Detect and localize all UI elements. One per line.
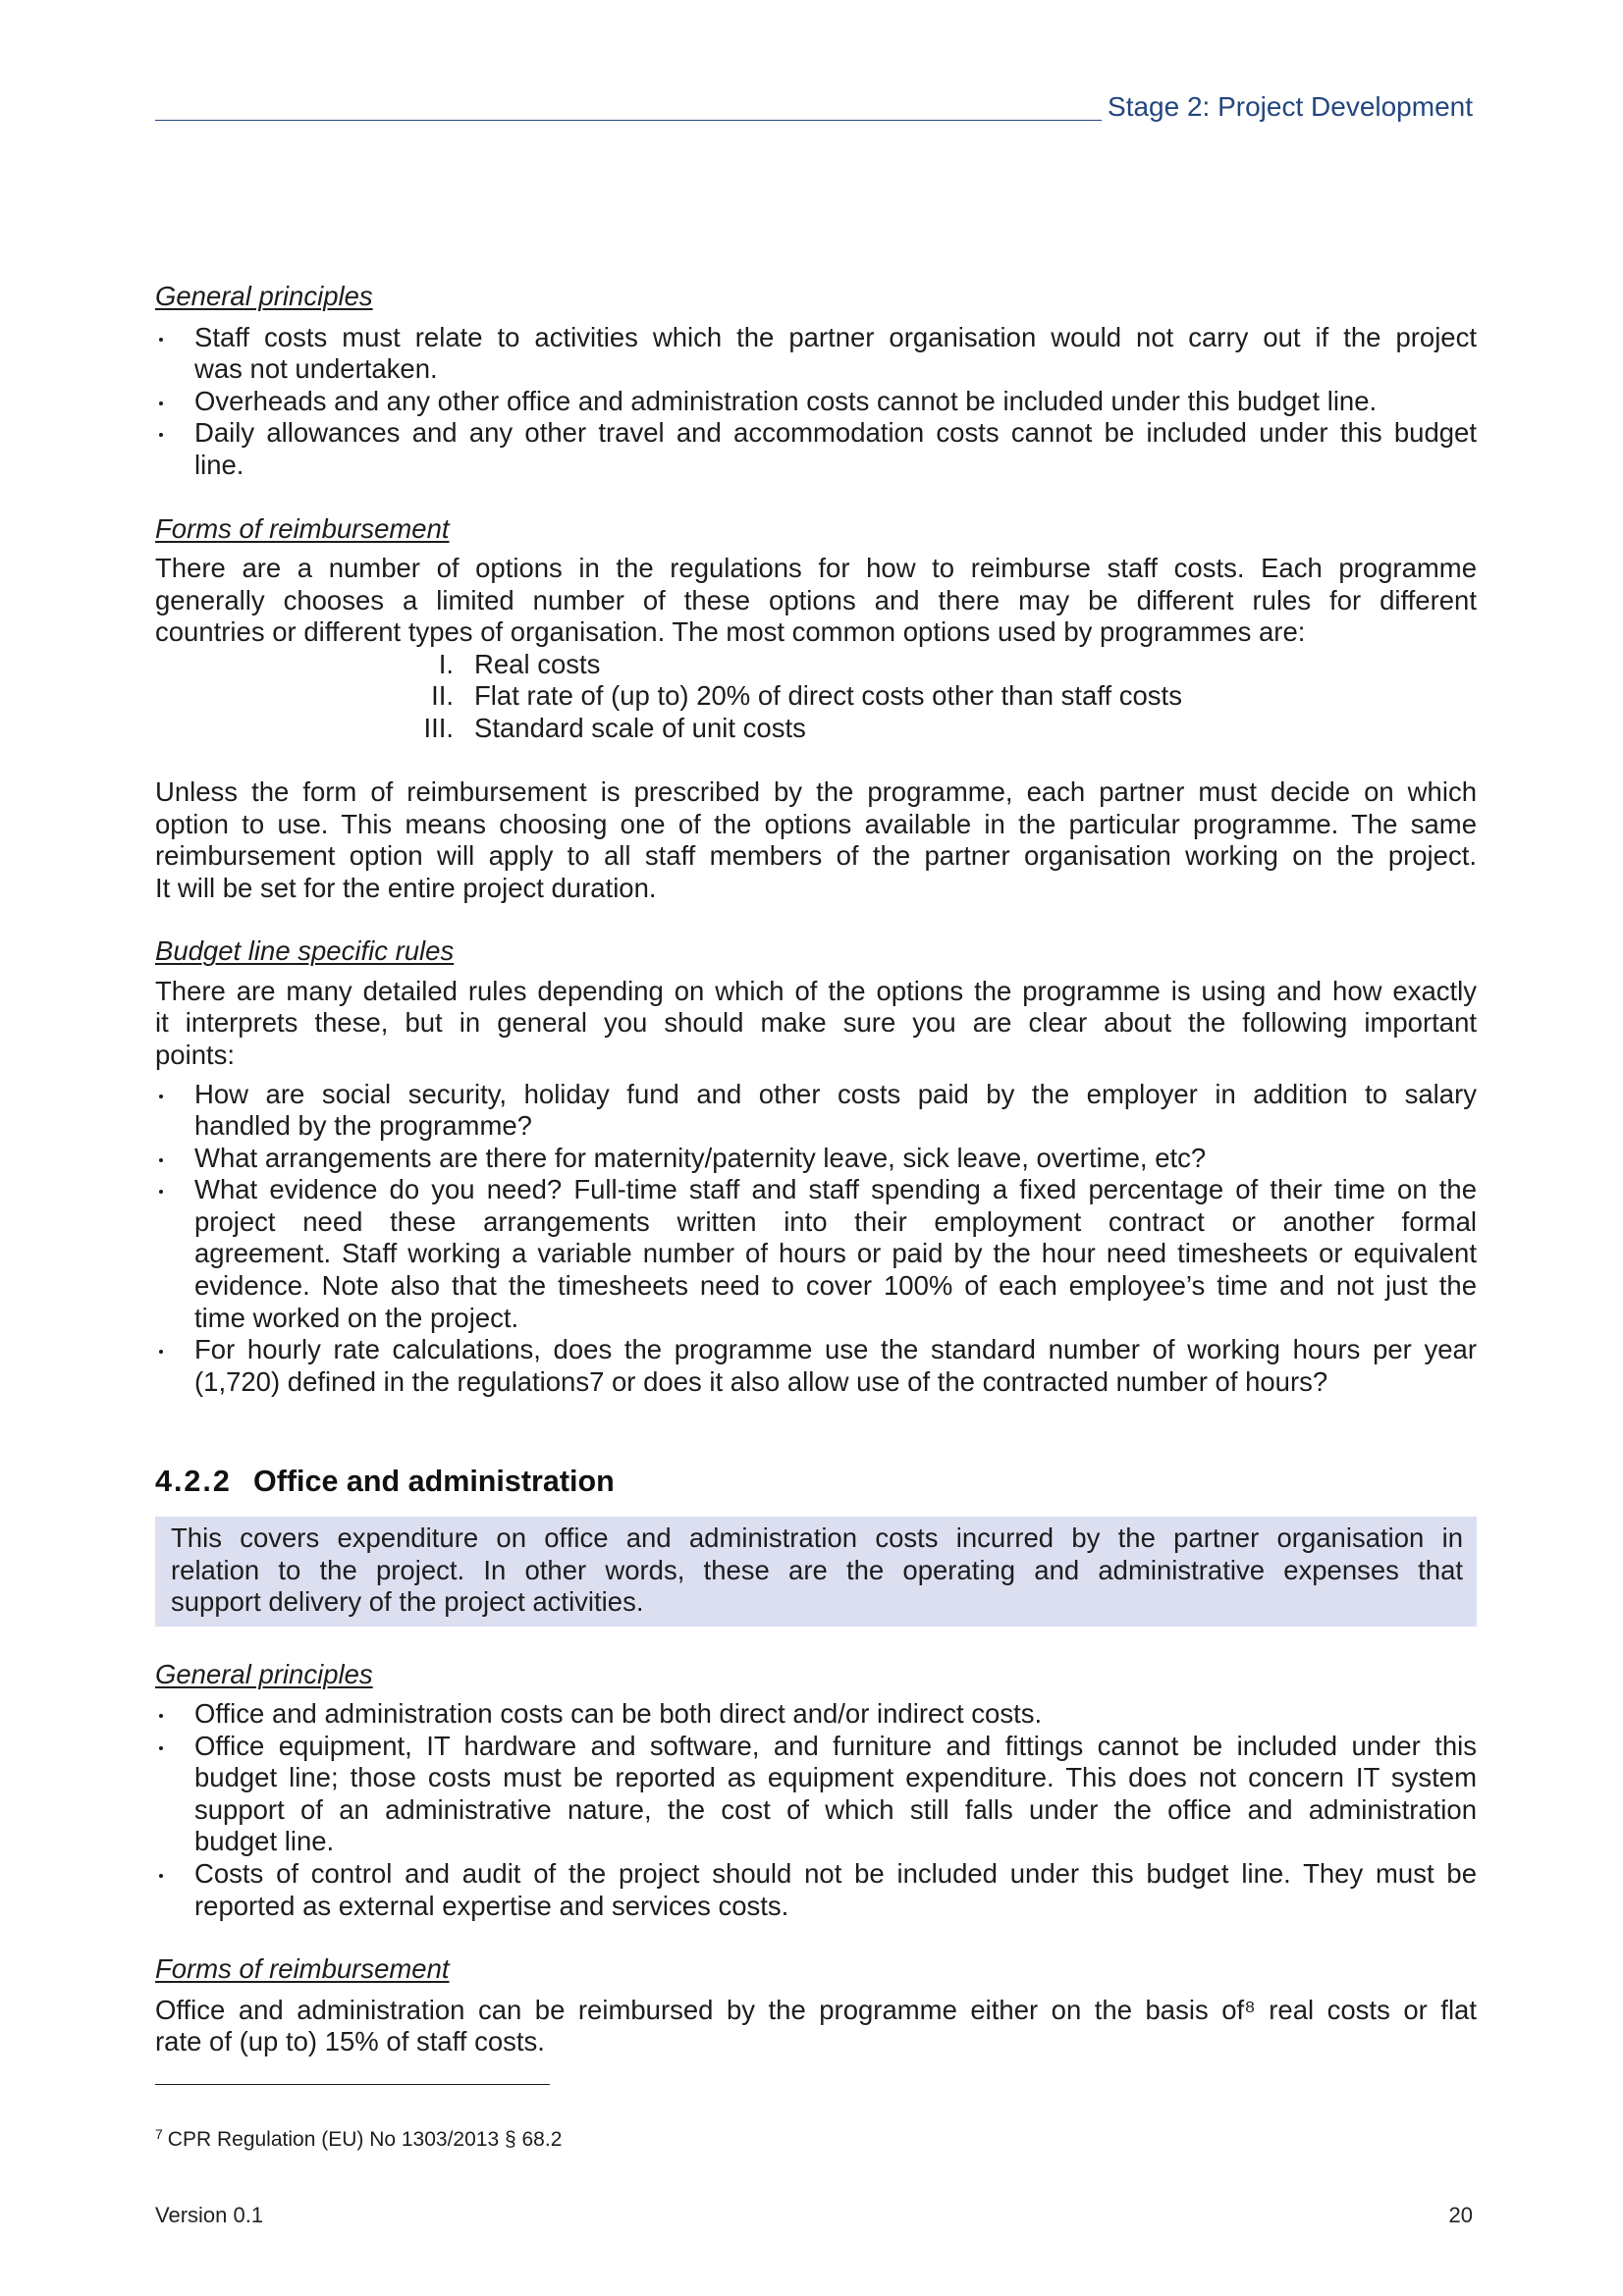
text-line: time worked on the project. bbox=[194, 1302, 519, 1333]
text-line: What arrangements are there for maternity/paternity leave, sick leave, overtime, etc? bbox=[194, 1142, 1207, 1173]
bullet-list-budget-line-rules bbox=[194, 1079, 1477, 1399]
option-numeral: II. bbox=[431, 680, 454, 712]
reimbursement-options-list bbox=[155, 649, 1477, 745]
header-title: Stage 2: Project Development bbox=[1108, 91, 1473, 122]
text-line: What evidence do you need? Full-time staff and staff spending a fixed percentage of their time on the bbox=[194, 1174, 1477, 1205]
subheading-forms-of-reimbursement: Forms of reimbursement bbox=[155, 512, 450, 544]
bullet-list-staff-principles bbox=[194, 322, 1477, 482]
bullet-icon bbox=[159, 1350, 163, 1354]
text-line: Office and administration costs can be both direct and/or indirect costs. bbox=[194, 1698, 1043, 1729]
option-item bbox=[155, 680, 1477, 713]
bullet-item bbox=[194, 1698, 1477, 1731]
bullet-item bbox=[194, 1858, 1477, 1922]
text-line: How are social security, holiday fund and other costs paid by the employer in addition to salary bbox=[194, 1078, 1477, 1109]
page-number: 20 bbox=[1448, 2203, 1473, 2227]
bullet-icon bbox=[159, 338, 163, 342]
text-line: Costs of control and audit of the project should not be included under this budget line. They must be bbox=[194, 1857, 1477, 1889]
bullet-icon bbox=[159, 401, 163, 405]
option-text: Flat rate of (up to) 20% of direct costs other than staff costs bbox=[474, 680, 1182, 712]
bullet-icon bbox=[159, 1190, 163, 1194]
text-line: budget line. bbox=[194, 1826, 335, 1857]
text-line: it interprets these, but in general you should make sure you are clear about the following important bbox=[155, 1007, 1477, 1039]
option-item bbox=[155, 713, 1477, 745]
bullet-item bbox=[194, 417, 1477, 481]
bullet-icon bbox=[159, 1874, 163, 1878]
text-line: There are many detailed rules depending on which of the options the programme is using and how exactly bbox=[155, 975, 1477, 1006]
text-line: support delivery of the project activities. bbox=[171, 1586, 644, 1618]
text-line: There are a number of options in the regulations for how to reimburse staff costs. Each programme bbox=[155, 553, 1477, 583]
text-line: reported as external expertise and services costs. bbox=[194, 1890, 789, 1921]
paragraph-reimbursement-intro bbox=[155, 553, 1477, 649]
bullet-item bbox=[194, 322, 1477, 386]
text-line: support of an administrative nature, the cost of which still falls under the office and administration bbox=[194, 1793, 1477, 1825]
footnote-separator bbox=[155, 2084, 550, 2085]
bullet-item bbox=[194, 1334, 1477, 1398]
option-text: Real costs bbox=[474, 648, 601, 679]
paragraph-budget-line-intro bbox=[155, 976, 1477, 1072]
text-line: agreement. Staff working a variable number of hours or paid by the hour need timesheets or equivalent bbox=[194, 1238, 1477, 1269]
text-line: This covers expenditure on office and administration costs incurred by the partner organisation in bbox=[171, 1522, 1463, 1553]
text-line: generally chooses a limited number of these options and there may be different rules for different bbox=[155, 584, 1477, 615]
text-line: Daily allowances and any other travel and accommodation costs cannot be included under this budget bbox=[194, 417, 1477, 449]
subheading-general-principles: General principles bbox=[155, 280, 373, 311]
text-line: It will be set for the entire project duration. bbox=[155, 872, 657, 903]
subheading-forms-of-reimbursement: Forms of reimbursement bbox=[155, 1952, 450, 1984]
section-number: 4.2.2 bbox=[155, 1465, 232, 1498]
text-line: line. bbox=[194, 449, 244, 480]
bullet-icon bbox=[159, 1095, 163, 1098]
text-line: option to use. This means choosing one of the options available in the particular programme. The same bbox=[155, 808, 1477, 839]
footnote-text: CPR Regulation (EU) No 1303/2013 § 68.2 bbox=[167, 2128, 563, 2151]
text-line: (1,720) defined in the regulations7 or does it also allow use of the contracted number of hours? bbox=[194, 1365, 1328, 1397]
text-line: project need these arrangements written into their employment contract or another formal bbox=[194, 1205, 1477, 1237]
footnote-number: 7 bbox=[155, 2126, 163, 2142]
text-line: countries or different types of organisation. The most common options used by programmes are: bbox=[155, 616, 1306, 648]
bullet-item bbox=[194, 1174, 1477, 1334]
text-line: Staff costs must relate to activities which the partner organisation would not carry out if the project bbox=[194, 321, 1477, 352]
bullet-item bbox=[194, 1731, 1477, 1858]
text-line: Overheads and any other office and administration costs cannot be included under this budget line. bbox=[194, 385, 1378, 416]
footnote bbox=[155, 2127, 1477, 2153]
bullet-icon bbox=[159, 1746, 163, 1750]
text-line: relation to the project. In other words, these are the operating and administrative expenses that bbox=[171, 1554, 1463, 1585]
bullet-icon bbox=[159, 1158, 163, 1162]
bullet-item bbox=[194, 386, 1477, 418]
text-line: points: bbox=[155, 1039, 236, 1070]
subheading-budget-line-rules: Budget line specific rules bbox=[155, 935, 455, 966]
text-line: Office equipment, IT hardware and software, and furniture and fittings cannot be included under this bbox=[194, 1730, 1477, 1761]
bullet-item bbox=[194, 1079, 1477, 1143]
section-heading bbox=[155, 1462, 1477, 1501]
bullet-icon bbox=[159, 433, 163, 437]
text-line: was not undertaken. bbox=[194, 353, 438, 385]
header-rule bbox=[155, 120, 1102, 121]
paragraph-reimbursement-decision bbox=[155, 776, 1477, 904]
text-line: Office and administration can be reimbursed by the programme either on the basis of⁸ real costs or flat bbox=[155, 1994, 1477, 2025]
option-numeral: III. bbox=[423, 712, 454, 743]
text-line: budget line; those costs must be reported as equipment expenditure. This does not concern IT system bbox=[194, 1762, 1477, 1793]
text-line: evidence. Note also that the timesheets need to cover 100% of each employee’s time and not just the bbox=[194, 1270, 1477, 1302]
text-line: reimbursement option will apply to all staff members of the partner organisation working on the project. bbox=[155, 840, 1477, 872]
text-line: handled by the programme? bbox=[194, 1110, 532, 1142]
section-summary-box bbox=[155, 1517, 1477, 1627]
bullet-icon bbox=[159, 1714, 163, 1718]
text-line: rate of (up to) 15% of staff costs. bbox=[155, 2026, 545, 2057]
text-line: Unless the form of reimbursement is prescribed by the programme, each partner must decide on which bbox=[155, 776, 1477, 807]
bullet-list-office-principles bbox=[194, 1698, 1477, 1922]
section-title: Office and administration bbox=[253, 1465, 615, 1498]
option-text: Standard scale of unit costs bbox=[474, 712, 806, 743]
option-numeral: I. bbox=[438, 648, 454, 679]
bullet-item bbox=[194, 1143, 1477, 1175]
footer-version: Version 0.1 bbox=[155, 2203, 264, 2227]
subheading-general-principles: General principles bbox=[155, 1658, 373, 1689]
paragraph-office-reimbursement bbox=[155, 1995, 1477, 2058]
option-item bbox=[155, 649, 1477, 681]
text-line: For hourly rate calculations, does the programme use the standard number of working hours per year bbox=[194, 1334, 1477, 1365]
